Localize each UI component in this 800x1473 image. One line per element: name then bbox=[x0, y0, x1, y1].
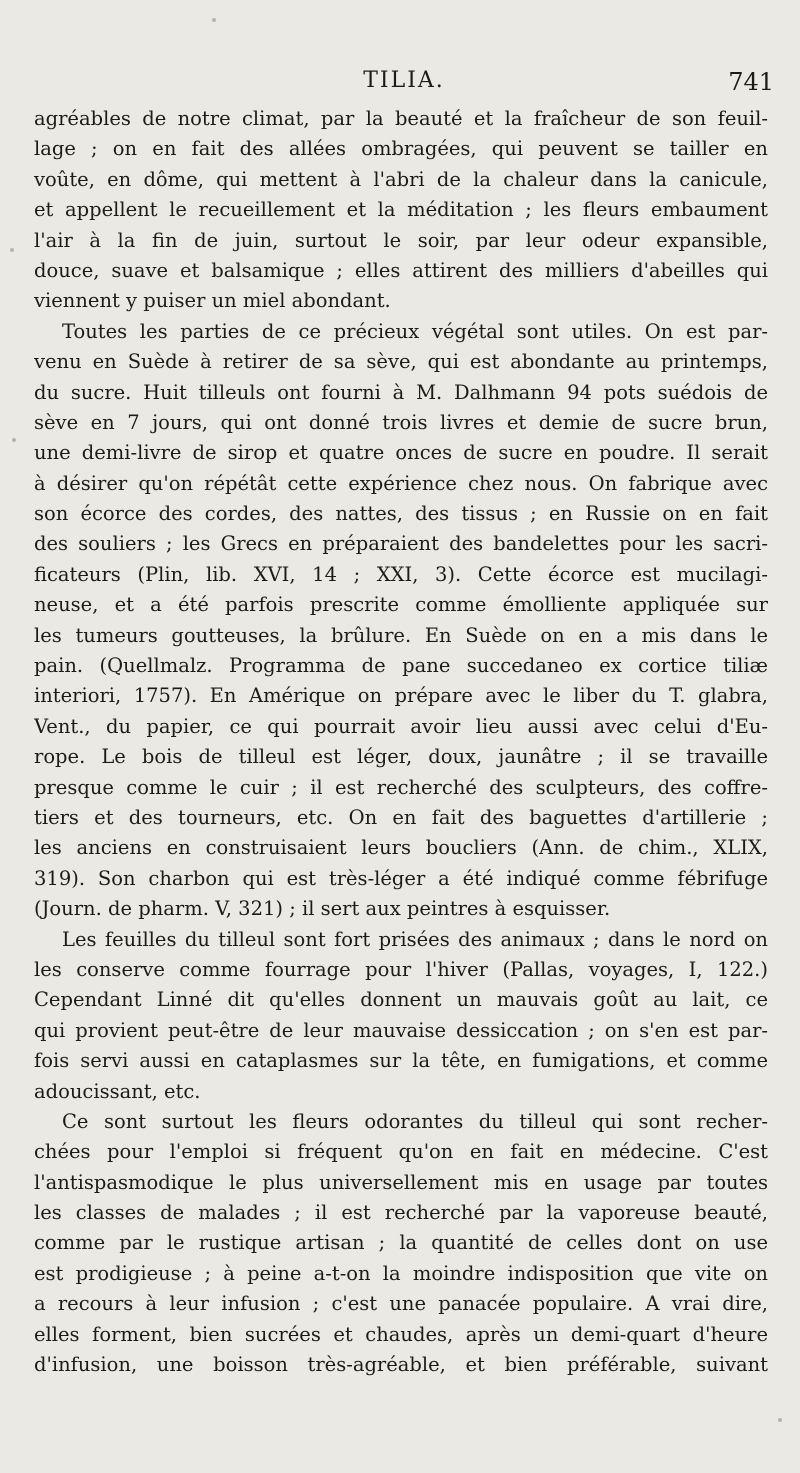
paragraph bbox=[34, 317, 768, 925]
text-line: douce, suave et balsamique ; elles attirent des milliers d'abeilles qui bbox=[34, 258, 768, 282]
text-line: adoucissant, etc. bbox=[34, 1079, 201, 1103]
text-line: lage ; on en fait des allées ombragées, qui peuvent se tailler en bbox=[34, 137, 768, 161]
text-line: pain. (Quellmalz. Programma de pane succedaneo ex cortice tiliæ bbox=[34, 654, 768, 678]
text-line: les anciens en construisaient leurs boucliers (Ann. de chim., XLIX, bbox=[34, 836, 768, 860]
text-line: Toutes les parties de ce précieux végétal sont utiles. On est par- bbox=[62, 319, 768, 343]
paragraph bbox=[34, 925, 768, 1107]
text-line: venu en Suède à retirer de sa sève, qui est abondante au printemps, bbox=[34, 350, 768, 374]
text-line: 319). Son charbon qui est très-léger a été indiqué comme fébrifuge bbox=[34, 866, 768, 890]
text-line: interiori, 1757). En Amérique on prépare avec le liber du T. glabra, bbox=[34, 684, 768, 708]
text-line: est prodigieuse ; à peine a-t-on la moindre indisposition que vite on bbox=[34, 1261, 768, 1285]
text-line: Vent., du papier, ce qui pourrait avoir lieu aussi avec celui d'Eu- bbox=[34, 714, 768, 738]
text-line: les conserve comme fourrage pour l'hiver (Pallas, voyages, I, 122.) bbox=[34, 957, 768, 981]
text-line: agréables de notre climat, par la beauté et la fraîcheur de son feuil- bbox=[34, 107, 768, 130]
text-line: a recours à leur infusion ; c'est une panacée populaire. A vrai dire, bbox=[34, 1292, 768, 1316]
text-line: neuse, et a été parfois prescrite comme émolliente appliquée sur bbox=[34, 593, 768, 617]
body-text bbox=[34, 104, 768, 1380]
text-line: (Journ. de pharm. V, 321) ; il sert aux peintres à esquisser. bbox=[34, 897, 611, 921]
text-line: ficateurs (Plin, lib. XVI, 14 ; XXI, 3). Cette écorce est mucilagi- bbox=[34, 562, 768, 586]
text-line: et appellent le recueillement et la méditation ; les fleurs embaument bbox=[34, 198, 768, 222]
text-line: Les feuilles du tilleul sont fort prisées des animaux ; dans le nord on bbox=[62, 927, 768, 951]
text-line: chées pour l'emploi si fréquent qu'on en fait en médecine. C'est bbox=[34, 1140, 768, 1164]
text-line: d'infusion, une boisson très-agréable, et bien préférable, suivant bbox=[34, 1353, 768, 1377]
text-line: des souliers ; les Grecs en préparaient des bandelettes pour les sacri- bbox=[34, 532, 768, 556]
ink-spot bbox=[12, 438, 16, 442]
text-line: l'air à la fin de juin, surtout le soir, par leur odeur expansible, bbox=[34, 228, 768, 252]
paragraph bbox=[34, 1107, 768, 1381]
text-line: l'antispasmodique le plus universellement mis en usage par toutes bbox=[34, 1170, 768, 1194]
ink-spot bbox=[212, 18, 216, 22]
text-line: une demi-livre de sirop et quatre onces de sucre en poudre. Il serait bbox=[34, 441, 768, 465]
paragraph bbox=[34, 104, 768, 317]
text-line: Cependant Linné dit qu'elles donnent un mauvais goût au lait, ce bbox=[34, 988, 768, 1012]
text-line: du sucre. Huit tilleuls ont fourni à M. Dalhmann 94 pots suédois de bbox=[34, 380, 768, 404]
text-line: les classes de malades ; il est recherché par la vaporeuse beauté, bbox=[34, 1201, 768, 1225]
running-title: TILIA. bbox=[363, 68, 445, 93]
text-line: comme par le rustique artisan ; la quantité de celles dont on use bbox=[34, 1231, 768, 1255]
text-line: tiers et des tourneurs, etc. On en fait des baguettes d'artillerie ; bbox=[34, 805, 768, 829]
running-head bbox=[34, 68, 774, 102]
text-line: à désirer qu'on répétât cette expérience chez nous. On fabrique avec bbox=[34, 471, 768, 495]
text-line: voûte, en dôme, qui mettent à l'abri de la chaleur dans la canicule, bbox=[34, 167, 768, 191]
text-line: presque comme le cuir ; il est recherché des sculpteurs, des coffre- bbox=[34, 775, 768, 799]
text-line: fois servi aussi en cataplasmes sur la tête, en fumigations, et comme bbox=[34, 1049, 768, 1073]
text-line: elles forment, bien sucrées et chaudes, après un demi-quart d'heure bbox=[34, 1322, 768, 1346]
text-line: son écorce des cordes, des nattes, des tissus ; en Russie on en fait bbox=[34, 502, 768, 526]
text-line: rope. Le bois de tilleul est léger, doux, jaunâtre ; il se travaille bbox=[34, 745, 768, 769]
text-line: qui provient peut-être de leur mauvaise dessiccation ; on s'en est par- bbox=[34, 1018, 768, 1042]
ink-spot bbox=[10, 248, 14, 252]
page-number: 741 bbox=[728, 68, 774, 96]
text-line: viennent y puiser un miel abondant. bbox=[34, 289, 391, 313]
text-line: sève en 7 jours, qui ont donné trois livres et demie de sucre brun, bbox=[34, 410, 768, 434]
text-line: Ce sont surtout les fleurs odorantes du tilleul qui sont recher- bbox=[62, 1109, 768, 1133]
ink-spot bbox=[778, 1418, 782, 1422]
text-line: les tumeurs goutteuses, la brûlure. En Suède on en a mis dans le bbox=[34, 623, 768, 647]
